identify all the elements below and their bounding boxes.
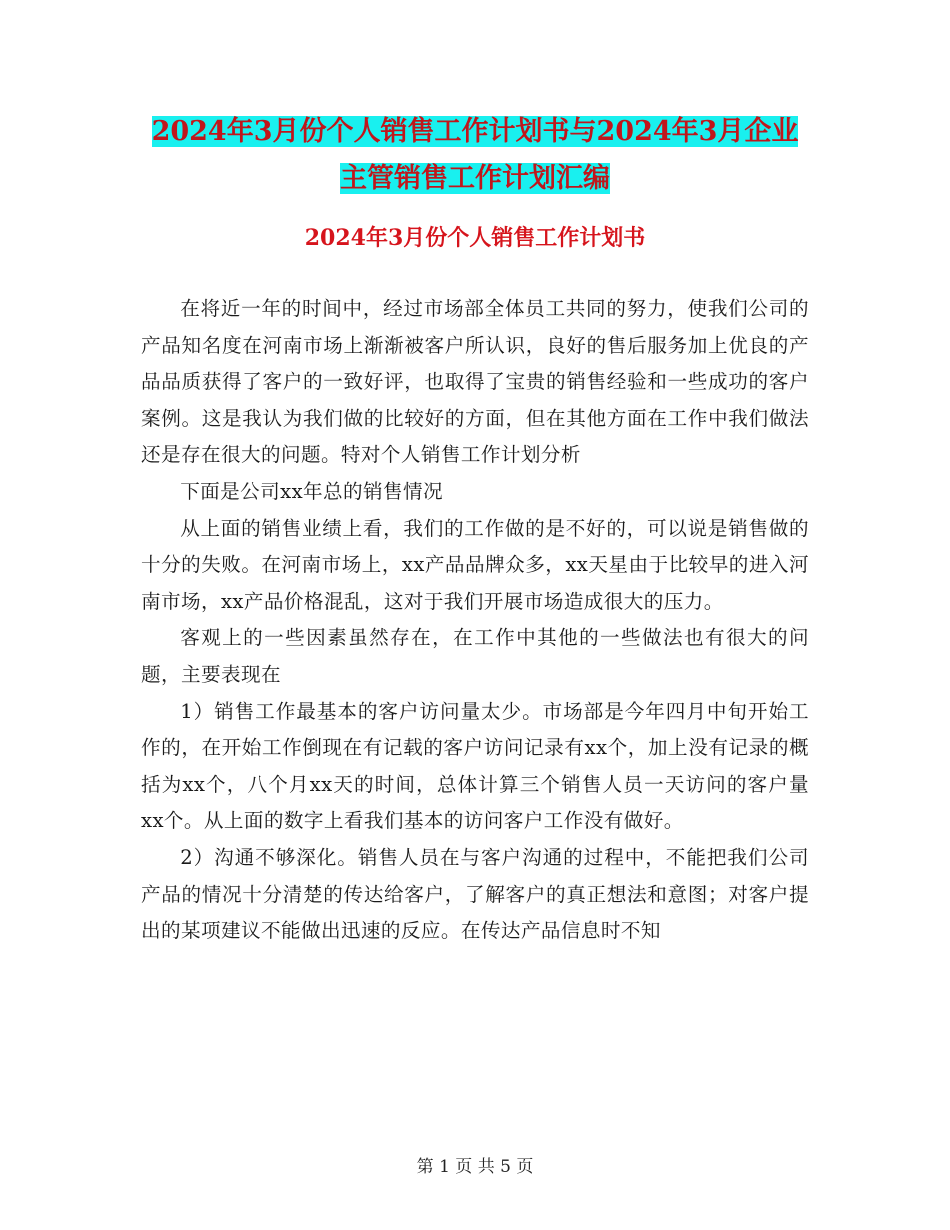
document-body [141,291,809,950]
paragraph: 下面是公司xx年总的销售情况 [180,479,444,503]
section-title: 2024年3月份个人销售工作计划书 [304,225,646,251]
document-title-line-2: 主管销售工作计划汇编 [340,163,610,194]
paragraph: 2）沟通不够深化。销售人员在与客户沟通的过程中，不能把我们公司产品的情况十分清楚的传达给客户，了解客户的真正想法和意图；对客户提出的某项建议不能做出迅速的反应。在传达产品信息时不知 [141,845,809,943]
paragraph: 1）销售工作最基本的客户访问量太少。市场部是今年四月中旬开始工作的，在开始工作倒现在有记载的客户访问记录有xx个，加上没有记录的概括为xx个，八个月xx天的时间，总体计算三个销售人员一天访问的客户量xx个。从上面的数字上看我们基本的访问客户工作没有做好。 [141,699,809,833]
document-title [120,108,830,202]
page-footer: 第 1 页 共 5 页 [416,1157,534,1177]
paragraph: 客观上的一些因素虽然存在，在工作中其他的一些做法也有很大的问题，主要表现在 [141,626,809,686]
paragraph: 在将近一年的时间中，经过市场部全体员工共同的努力，使我们公司的产品知名度在河南市场上渐渐被客户所认识，良好的售后服务加上优良的产品品质获得了客户的一致好评，也取得了宝贵的销售经验和一些成功的客户案例。这是我认为我们做的比较好的方面，但在其他方面在工作中我们做法还是存在很大的问题。特对个人销售工作计划分析 [141,297,809,467]
document-title-line-1: 2024年3月份个人销售工作计划书与2024年3月企业 [151,116,799,147]
paragraph: 从上面的销售业绩上看，我们的工作做的是不好的，可以说是销售做的十分的失败。在河南市场上，xx产品品牌众多，xx天星由于比较早的进入河南市场，xx产品价格混乱，这对于我们开展市场造成很大的压力。 [141,516,809,613]
